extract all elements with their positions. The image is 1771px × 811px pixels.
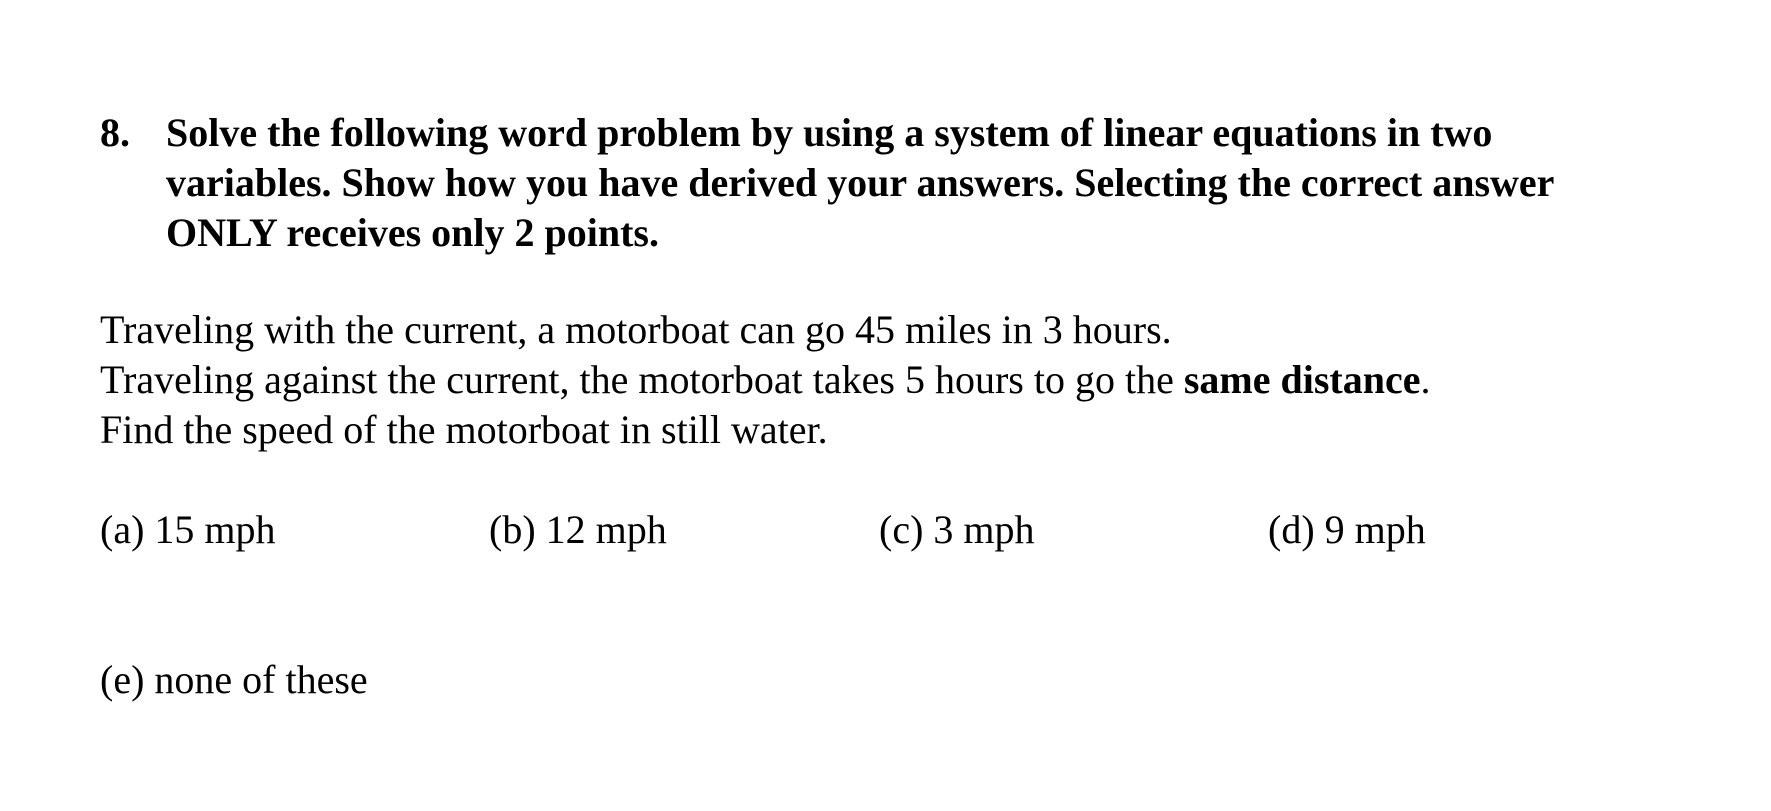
instruction-line-2: variables. Show how you have derived your answers. Selecting the correct answer xyxy=(166,160,1555,205)
answer-choice-b: (b) 12 mph xyxy=(489,507,667,552)
answer-choice-d: (d) 9 mph xyxy=(1268,507,1426,552)
problem-line-2-text: Traveling against the current, the motorboat takes 5 hours to go the xyxy=(100,357,1184,402)
problem-line-1: Traveling with the current, a motorboat can go 45 miles in 3 hours. xyxy=(100,307,1172,352)
emphasis-same-distance: same distance xyxy=(1183,357,1421,402)
answer-choice-c: (c) 3 mph xyxy=(879,507,1035,552)
answer-choice-a: (a) 15 mph xyxy=(100,507,276,552)
instruction-line-3: ONLY receives only 2 points. xyxy=(166,210,659,255)
word-problem xyxy=(100,305,1700,455)
answer-choice-e: (e) none of these xyxy=(100,657,368,702)
problem-line-3: Find the speed of the motorboat in still water. xyxy=(100,407,828,452)
question-number: 8. xyxy=(100,110,130,155)
question-instructions xyxy=(166,108,1706,258)
problem-line-2-period: . xyxy=(1420,357,1431,402)
instruction-line-1: Solve the following word problem by using a system of linear equations in two xyxy=(166,110,1493,155)
problem-line-2 xyxy=(100,355,1700,405)
